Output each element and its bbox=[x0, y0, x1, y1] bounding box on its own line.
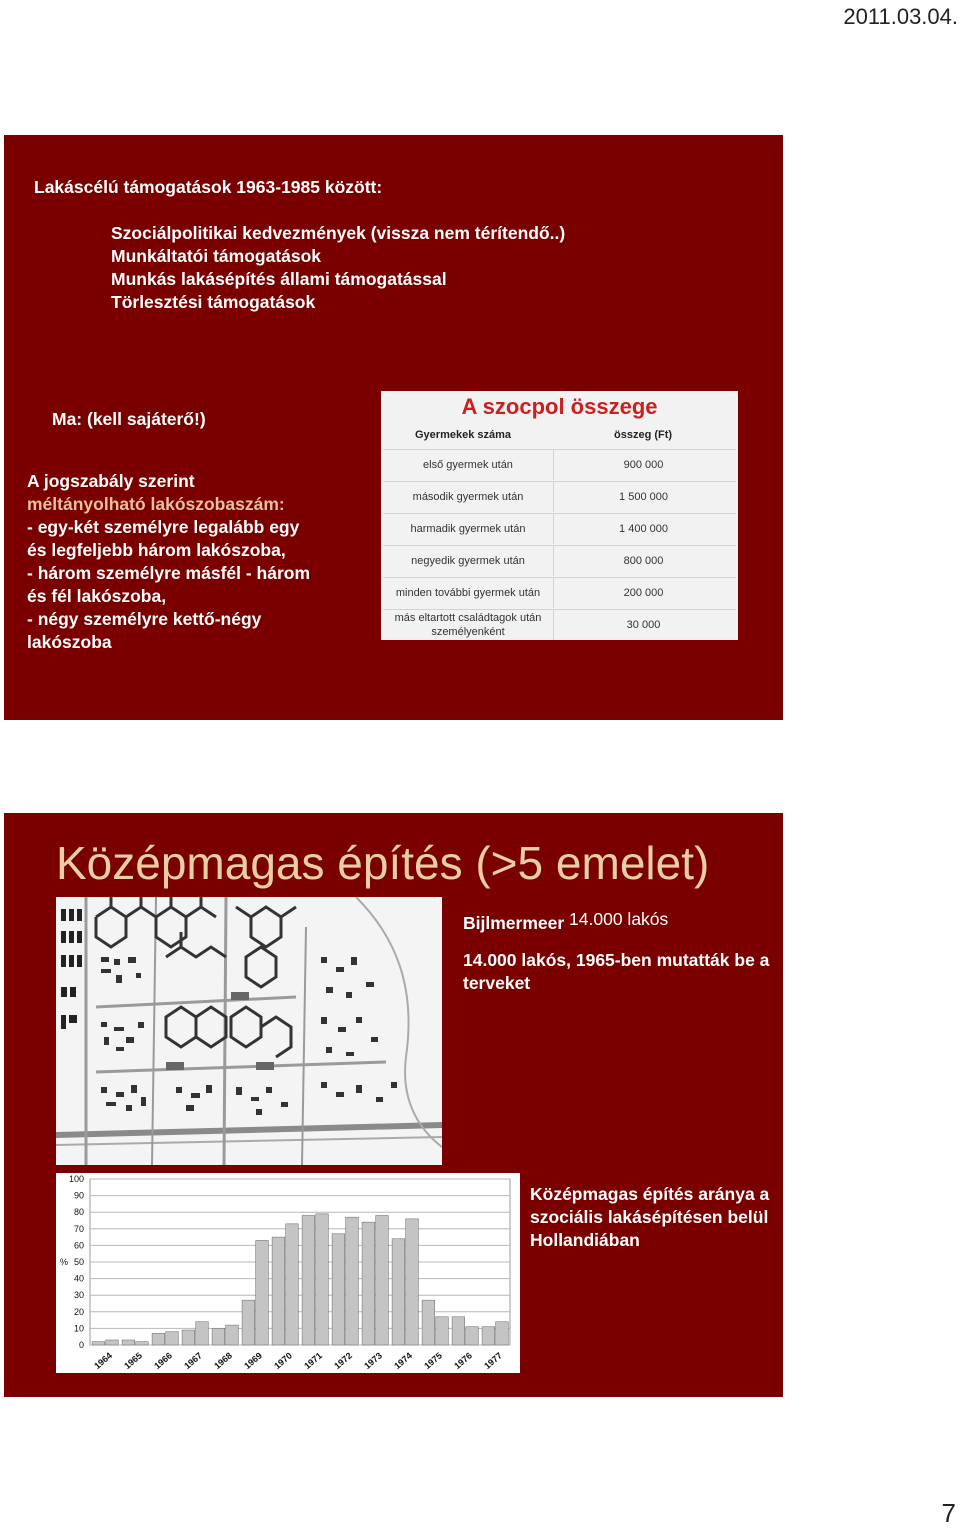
x-tick-label: 1967 bbox=[182, 1350, 204, 1371]
y-tick-label: 20 bbox=[73, 1306, 84, 1317]
bijlmermeer-name: Bijlmermeer bbox=[463, 913, 565, 933]
support-type-item: Szociálpolitikai kedvezmények (vissza nem térítendő..) bbox=[111, 223, 566, 243]
bar bbox=[122, 1340, 135, 1345]
table-row bbox=[383, 449, 736, 479]
bar bbox=[466, 1327, 479, 1345]
rule-line: és fél lakószoba, bbox=[27, 586, 167, 606]
bar bbox=[346, 1217, 359, 1345]
y-tick-label: 80 bbox=[73, 1207, 84, 1218]
site-plan-drawing bbox=[56, 897, 442, 1165]
rule-line: - négy személyre kettő-négy bbox=[27, 609, 262, 629]
bar bbox=[332, 1234, 345, 1345]
table-cell-amount: 1 400 000 bbox=[553, 514, 733, 544]
y-tick-label: 100 bbox=[68, 1174, 84, 1184]
bar bbox=[392, 1239, 405, 1345]
x-tick-label: 1970 bbox=[272, 1350, 294, 1371]
chart-caption: Középmagas építés aránya a szociális lakásépítésen belül Hollandiában bbox=[530, 1184, 770, 1250]
x-tick-label: 1966 bbox=[152, 1350, 174, 1371]
bar bbox=[272, 1237, 285, 1345]
y-axis-label: % bbox=[60, 1257, 69, 1267]
table-cell-amount: 200 000 bbox=[553, 578, 733, 608]
y-tick-label: 50 bbox=[73, 1257, 84, 1267]
x-tick-label: 1972 bbox=[332, 1350, 354, 1371]
rule-line: - három személyre másfél - három bbox=[27, 563, 311, 583]
bar bbox=[496, 1322, 509, 1345]
bijlmermeer-label bbox=[463, 909, 669, 934]
bijlmermeer-description: 14.000 lakós, 1965-ben mutatták be a terveket bbox=[463, 950, 770, 993]
slide2-title: Középmagas építés (>5 emelet) bbox=[56, 837, 710, 889]
table-cell-label: harmadik gyermek után bbox=[410, 523, 526, 535]
table-row bbox=[383, 545, 736, 575]
x-tick-label: 1975 bbox=[422, 1350, 444, 1371]
table-cell-label: negyedik gyermek után bbox=[411, 555, 525, 567]
page-number: 7 bbox=[941, 1498, 956, 1528]
bar bbox=[316, 1214, 329, 1345]
y-tick-label: 90 bbox=[73, 1190, 84, 1201]
bijlmermeer-count: 14.000 lakós bbox=[569, 909, 669, 929]
bar bbox=[212, 1328, 225, 1345]
slide-midrise-construction bbox=[4, 813, 783, 1397]
table-row bbox=[383, 577, 736, 607]
slide-support-history bbox=[4, 135, 783, 720]
bar bbox=[106, 1340, 119, 1345]
bar bbox=[362, 1222, 375, 1345]
rule-line: - egy-két személyre legalább egy bbox=[27, 517, 300, 537]
table-header-amount: összeg (Ft) bbox=[614, 429, 673, 441]
table-row bbox=[383, 513, 736, 543]
bar bbox=[242, 1300, 255, 1345]
bar bbox=[422, 1300, 435, 1345]
support-type-list bbox=[111, 222, 565, 314]
today-label: Ma: (kell sajáterő!) bbox=[52, 409, 206, 429]
table-row bbox=[383, 609, 736, 639]
x-tick-label: 1973 bbox=[362, 1350, 384, 1371]
y-tick-label: 40 bbox=[73, 1273, 84, 1284]
support-type-item: Törlesztési támogatások bbox=[111, 292, 316, 312]
bar bbox=[482, 1327, 495, 1345]
table-cell-amount: 800 000 bbox=[553, 546, 733, 576]
bar bbox=[182, 1330, 195, 1345]
bar bbox=[136, 1342, 149, 1345]
rule-line: lakószoba bbox=[27, 632, 112, 652]
szocpol-table bbox=[381, 391, 738, 640]
table-cell-amount: 900 000 bbox=[553, 450, 733, 480]
rules-intro: A jogszabály szerint bbox=[27, 471, 195, 491]
table-header-children: Gyermekek száma bbox=[415, 429, 512, 441]
header-date: 2011.03.04. bbox=[843, 4, 958, 29]
chart-svg bbox=[56, 1173, 520, 1373]
y-tick-label: 60 bbox=[73, 1240, 84, 1251]
table-title: A szocpol összege bbox=[461, 394, 658, 419]
slide1-heading: Lakáscélú támogatások 1963-1985 között: bbox=[34, 177, 383, 197]
x-tick-label: 1971 bbox=[302, 1350, 324, 1371]
x-tick-label: 1965 bbox=[122, 1350, 144, 1371]
rules-highlight: méltányolható lakószobaszám: bbox=[27, 494, 285, 514]
bar bbox=[226, 1325, 239, 1345]
table-cell-label: más eltartott családtagok után személyenként bbox=[394, 612, 542, 638]
x-tick-label: 1977 bbox=[482, 1350, 504, 1371]
bar bbox=[256, 1240, 269, 1345]
rule-line: és legfeljebb három lakószoba, bbox=[27, 540, 286, 560]
support-type-item: Munkás lakásépítés állami támogatással bbox=[111, 269, 447, 289]
table-cell-label: második gyermek után bbox=[412, 491, 524, 503]
y-tick-label: 70 bbox=[73, 1223, 84, 1234]
bar bbox=[406, 1219, 419, 1345]
bar bbox=[286, 1224, 299, 1345]
x-tick-label: 1964 bbox=[92, 1350, 114, 1371]
room-rules bbox=[27, 470, 372, 654]
bar bbox=[452, 1317, 465, 1345]
midrise-share-chart bbox=[56, 1173, 520, 1373]
bar bbox=[152, 1333, 165, 1345]
bar bbox=[92, 1342, 105, 1345]
table-cell-amount: 1 500 000 bbox=[553, 482, 733, 512]
table-row bbox=[383, 481, 736, 511]
bar bbox=[302, 1216, 315, 1345]
x-tick-label: 1974 bbox=[392, 1350, 414, 1371]
table-cell-amount: 30 000 bbox=[553, 610, 733, 640]
bar bbox=[436, 1317, 449, 1345]
bar bbox=[166, 1332, 179, 1345]
y-tick-label: 30 bbox=[73, 1290, 84, 1301]
x-tick-label: 1976 bbox=[452, 1350, 474, 1371]
table-cell-label: minden további gyermek után bbox=[395, 587, 541, 599]
x-tick-label: 1968 bbox=[212, 1350, 234, 1371]
y-tick-label: 10 bbox=[73, 1323, 84, 1334]
support-type-item: Munkáltatói támogatások bbox=[111, 246, 322, 266]
y-tick-label: 0 bbox=[78, 1340, 84, 1350]
bar bbox=[196, 1322, 209, 1345]
table-cell-label: első gyermek után bbox=[423, 459, 513, 471]
x-tick-label: 1969 bbox=[242, 1350, 264, 1371]
bijlmermeer-site-plan bbox=[56, 897, 442, 1165]
bar bbox=[376, 1216, 389, 1345]
